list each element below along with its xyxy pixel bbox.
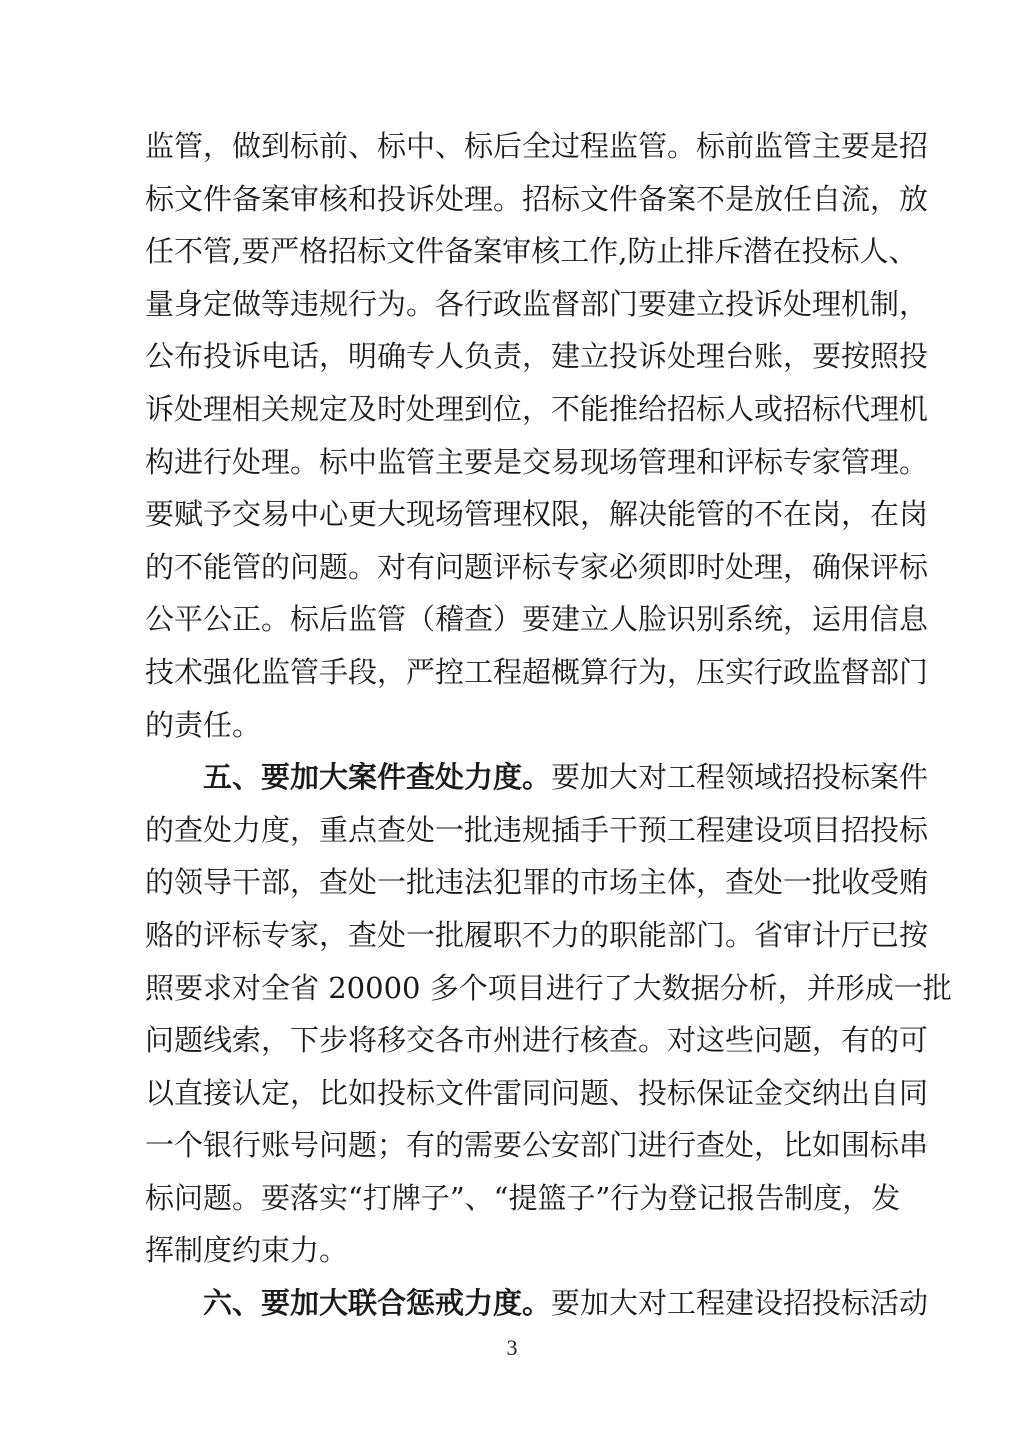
paragraph-line: 的领导干部，查处一批违法犯罪的市场主体，查处一批收受贿 <box>145 865 929 900</box>
paragraph-line: 问题线索，下步将移交各市州进行核查。对这些问题，有的可 <box>145 1023 929 1058</box>
section-five-first-line <box>145 751 929 804</box>
paragraph-line: 一个银行账号问题；有的需要公安部门进行查处，比如围标串 <box>145 1128 929 1163</box>
paragraph-line: 的不能管的问题。对有问题评标专家必须即时处理，确保评标 <box>145 549 929 584</box>
paragraph-line: 技术强化监管手段，严控工程超概算行为，压实行政监督部门 <box>145 654 929 689</box>
paragraph-line: 标文件备案审核和投诉处理。招标文件备案不是放任自流，放 <box>145 181 929 216</box>
paragraph-line: 的查处力度，重点查处一批违规插手干预工程建设项目招投标 <box>145 812 929 847</box>
paragraph-line: 照要求对全省 20000 多个项目进行了大数据分析，并形成一批 <box>145 970 952 1005</box>
section-six-first-line <box>145 1277 929 1330</box>
paragraph-line: 量身定做等违规行为。各行政监督部门要建立投诉处理机制， <box>145 286 929 321</box>
paragraph-line: 公布投诉电话，明确专人负责，建立投诉处理台账，要按照投 <box>145 339 929 374</box>
section-five-heading: 五、要加大案件查处力度。 <box>203 760 552 795</box>
paragraph-line: 监管，做到标前、标中、标后全过程监管。标前监管主要是招 <box>145 129 929 163</box>
page-number: 3 <box>506 1335 518 1360</box>
paragraph-line: 挥制度约束力。 <box>145 1233 349 1268</box>
paragraph-line: 诉处理相关规定及时处理到位，不能推给招标人或招标代理机 <box>145 391 929 426</box>
paragraph-line: 公平公正。标后监管（稽查）要建立人脸识别系统，运用信息 <box>145 602 929 637</box>
paragraph-line: 标问题。要落实“打牌子”、“提篮子”行为登记报告制度，发 <box>145 1180 901 1215</box>
paragraph-line: 赂的评标专家，查处一批履职不力的职能部门。省审计厅已按 <box>145 917 929 952</box>
section-six-first-line-text: 要加大对工程建设招投标活动 <box>551 1286 929 1321</box>
section-six-heading: 六、要加大联合惩戒力度。 <box>203 1286 552 1321</box>
paragraph-line: 以直接认定，比如投标文件雷同问题、投标保证金交纳出自同 <box>145 1075 929 1110</box>
section-five-first-line-text: 要加大对工程领域招投标案件 <box>551 760 929 795</box>
paragraph-line: 的责任。 <box>145 707 262 742</box>
body-text <box>145 120 952 1330</box>
paragraph-line: 任不管,要严格招标文件备案审核工作,防止排斥潜在投标人、 <box>145 234 918 269</box>
paragraph-line: 构进行处理。标中监管主要是交易现场管理和评标专家管理。 <box>145 444 929 479</box>
paragraph-line: 要赋予交易中心更大现场管理权限，解决能管的不在岗，在岗 <box>145 497 929 532</box>
